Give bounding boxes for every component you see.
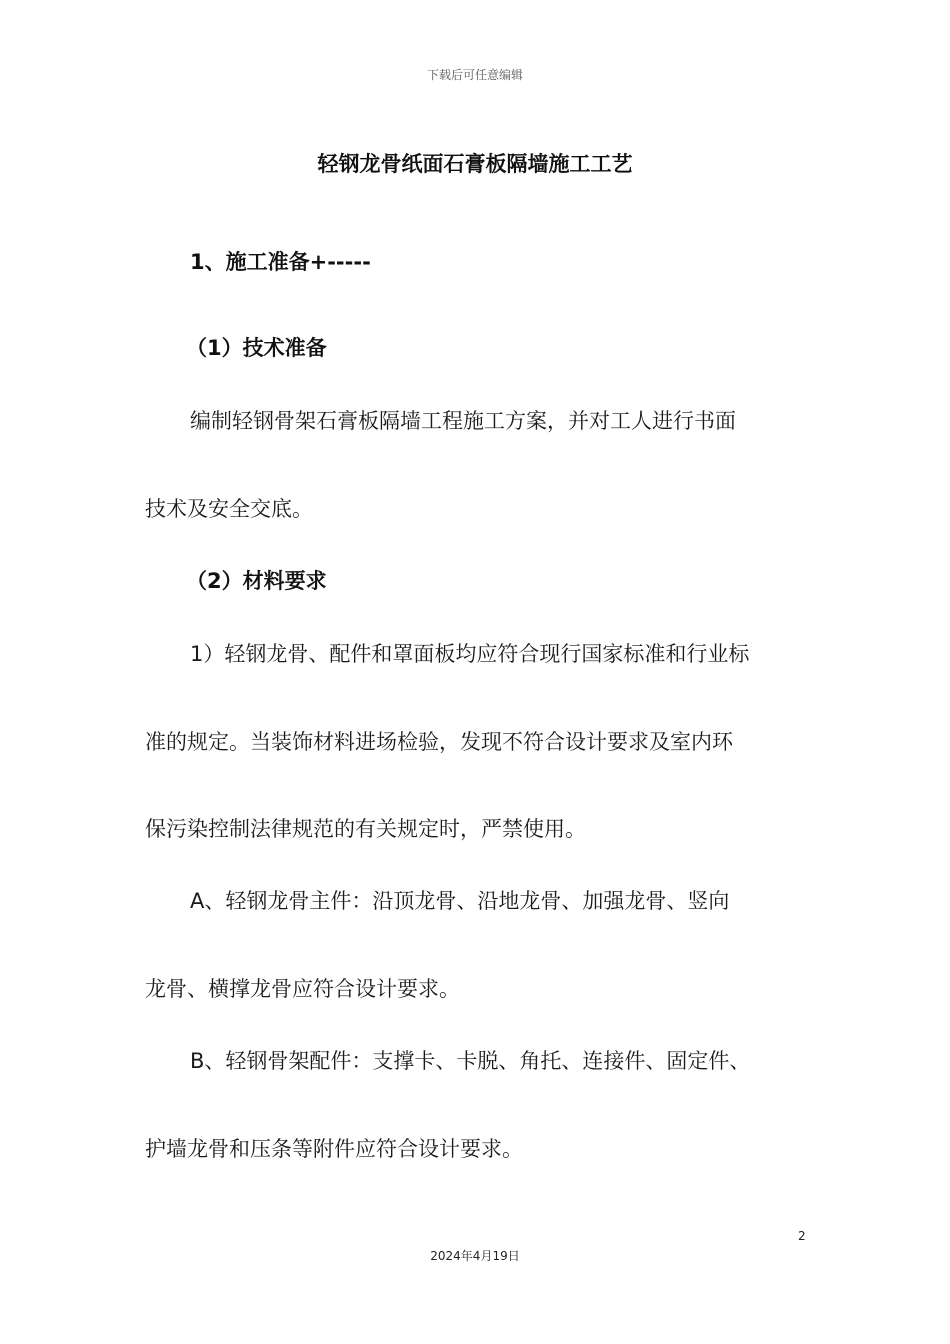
paragraph-line: 保污染控制法律规范的有关规定时，严禁使用。 [145,817,586,841]
paragraph-line: 龙骨、横撑龙骨应符合设计要求。 [145,977,460,1001]
section-heading-preparation: 1、施工准备+----- [190,250,371,274]
paragraph-line: 1）轻钢龙骨、配件和罩面板均应符合现行国家标准和行业标 [190,642,750,666]
paragraph-line: A、轻钢龙骨主件：沿顶龙骨、沿地龙骨、加强龙骨、竖向 [190,889,730,913]
paragraph-line: 准的规定。当装饰材料进场检验，发现不符合设计要求及室内环 [145,730,733,754]
header-note: 下载后可任意编辑 [426,68,523,82]
paragraph-line: 护墙龙骨和压条等附件应符合设计要求。 [145,1137,523,1161]
paragraph-line: 技术及安全交底。 [145,497,313,521]
subsection-heading-materials: （2）材料要求 [186,569,327,593]
paragraph-line: B、轻钢骨架配件：支撑卡、卡脱、角托、连接件、固定件、 [190,1049,751,1073]
subsection-heading-technical: （1）技术准备 [186,336,327,360]
document-title: 轻钢龙骨纸面石膏板隔墙施工工艺 [317,152,633,176]
page-number: 2 [798,1229,806,1243]
paragraph-line: 编制轻钢骨架石膏板隔墙工程施工方案，并对工人进行书面 [190,409,736,433]
footer-date: 2024年4月19日 [430,1249,520,1263]
